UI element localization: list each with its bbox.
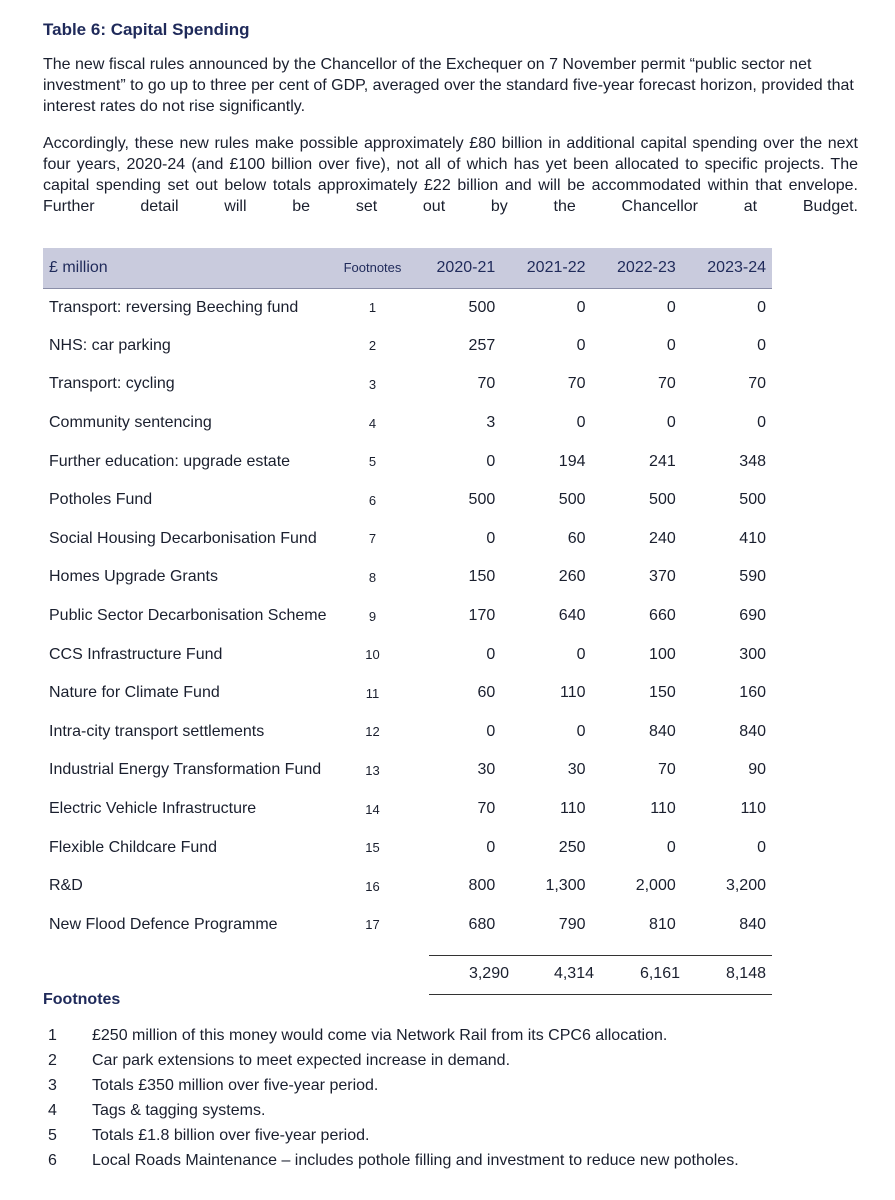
row-value: 70 [567,375,586,393]
row-value: 840 [739,915,766,933]
row-footnote-ref: 5 [368,454,377,470]
row-label: Electric Vehicle Infrastructure [49,800,257,818]
row-label: Flexible Childcare Fund [49,838,218,856]
row-footnote-ref: 9 [368,608,377,624]
row-value: 790 [558,915,586,933]
footnotes-list [43,1027,743,1177]
row-value: 500 [468,491,496,509]
table-row [43,597,772,636]
row-value: 590 [739,568,766,586]
row-label: Transport: cycling [49,375,175,393]
footnotes-heading: Footnotes [43,991,121,1008]
footnote-text: Tags & tagging systems. [92,1102,266,1119]
row-value: 150 [468,568,496,586]
row-value: 100 [649,645,676,663]
table-row [43,327,772,366]
row-value: 257 [468,336,496,354]
row-value: 810 [649,915,676,933]
row-value: 0 [486,452,496,470]
row-value: 0 [576,336,586,354]
row-label: R&D [49,877,83,895]
row-value: 60 [567,529,586,547]
row-value: 348 [739,452,766,470]
row-value: 70 [477,800,496,818]
row-footnote-ref: 6 [368,492,377,508]
row-value: 410 [739,529,766,547]
footnote-item [43,1027,743,1045]
footnote-text: £250 million of this money would come via Network Rail from its CPC6 allocation. [92,1027,668,1044]
row-value: 110 [559,800,586,818]
row-value: 70 [657,761,676,779]
row-label: Social Housing Decarbonisation Fund [49,529,317,547]
row-value: 500 [649,491,676,509]
row-footnote-ref: 1 [368,300,377,316]
table-row [43,790,772,829]
row-value: 194 [558,452,586,470]
row-label: Further education: upgrade estate [49,452,291,470]
total-2023-24: 8,148 [725,965,766,982]
table-row [43,906,772,945]
row-value: 0 [576,414,586,432]
totals-row [429,955,772,995]
footnote-number: 2 [48,1052,57,1069]
row-value: 840 [739,722,766,740]
row-value: 0 [486,838,496,856]
header-year-2023-24: 2023-24 [707,258,766,276]
row-value: 0 [486,529,496,547]
header-unit: £ million [49,258,108,276]
row-value: 370 [649,568,676,586]
header-year-2022-23: 2022-23 [617,258,676,276]
row-label: NHS: car parking [49,336,171,354]
row-value: 0 [486,645,496,663]
row-value: 0 [666,838,676,856]
row-value: 300 [739,645,766,663]
row-value: 90 [748,761,766,779]
row-value: 680 [468,915,496,933]
row-value: 110 [559,684,586,702]
row-value: 0 [757,298,766,316]
row-footnote-ref: 4 [368,415,377,431]
header-footnotes: Footnotes [343,260,402,276]
row-value: 0 [486,722,496,740]
footnote-item [43,1077,743,1095]
row-value: 250 [558,838,586,856]
row-footnote-ref: 16 [365,878,380,894]
footnote-number: 3 [48,1077,57,1094]
table-row [43,635,772,674]
row-label: Nature for Climate Fund [49,684,220,702]
row-value: 500 [558,491,586,509]
row-value: 0 [576,645,586,663]
footnote-number: 1 [48,1027,57,1044]
row-footnote-ref: 15 [365,840,380,856]
row-value: 0 [576,722,586,740]
row-value: 260 [558,568,586,586]
table-header-row [43,248,772,288]
table-row [43,442,772,481]
row-value: 0 [757,838,766,856]
table-row [43,404,772,443]
row-value: 30 [567,761,586,779]
footnote-number: 5 [48,1127,57,1144]
row-value: 0 [576,298,586,316]
total-2022-23: 6,161 [639,965,680,982]
footnote-item [43,1152,743,1170]
row-value: 70 [477,375,496,393]
footnote-item [43,1127,743,1145]
table-row [43,288,772,327]
footnote-text: Car park extensions to meet expected increase in demand. [92,1052,511,1069]
table-row [43,481,772,520]
table-row [43,713,772,752]
row-value: 3,200 [725,877,766,895]
row-value: 110 [740,800,766,818]
row-value: 840 [649,722,676,740]
table-row [43,674,772,713]
table-row [43,867,772,906]
row-footnote-ref: 2 [368,338,377,354]
intro-paragraph: The new fiscal rules announced by the Chancellor of the Exchequer on 7 November permit “public sector net investment” to go up to three per cent of GDP, averaged over the standard five-year forecast horizon, provided that interest rates do not rise significantly. [43,56,854,115]
row-label: New Flood Defence Programme [49,915,278,933]
row-footnote-ref: 7 [368,531,377,547]
header-year-2020-21: 2020-21 [436,258,496,276]
row-footnote-ref: 13 [365,762,380,778]
footnote-text: Totals £1.8 billion over five-year period. [92,1127,370,1144]
row-label: Homes Upgrade Grants [49,568,218,586]
footnote-item [43,1052,743,1070]
row-value: 640 [558,607,586,625]
row-label: Intra-city transport settlements [49,722,265,740]
row-value: 160 [739,684,766,702]
row-value: 3 [486,414,496,432]
row-value: 170 [468,607,496,625]
row-value: 241 [649,452,676,470]
footnote-number: 6 [48,1152,57,1169]
row-value: 2,000 [635,877,676,895]
detail-paragraph: Accordingly, these new rules make possible approximately £80 billion in additional capital spending over the next four years, 2020-24 (and £100 billion over five), not all of which has yet been allocated to specific projects. The capital spending set out below totals approximately £22 billion and will be accommodated within that envelope. Further detail will be set out by the Chancellor at Budget. [43,135,858,215]
row-footnote-ref: 17 [365,917,380,933]
row-value: 30 [477,761,496,779]
table-row [43,558,772,597]
row-footnote-ref: 14 [365,801,380,817]
header-year-2021-22: 2021-22 [526,258,586,276]
row-footnote-ref: 12 [365,724,380,740]
row-value: 500 [468,298,496,316]
footnote-text: Local Roads Maintenance – includes pothole filling and investment to reduce new potholes. [92,1152,739,1169]
row-value: 60 [477,684,496,702]
row-footnote-ref: 8 [368,569,377,585]
row-label: Industrial Energy Transformation Fund [49,761,322,779]
row-label: Public Sector Decarbonisation Scheme [49,607,327,625]
row-label: Transport: reversing Beeching fund [49,298,299,316]
table-title: Table 6: Capital Spending [43,20,250,39]
row-value: 0 [666,336,676,354]
row-value: 0 [666,298,676,316]
row-value: 690 [739,607,766,625]
row-value: 110 [650,800,676,818]
row-label: Potholes Fund [49,491,153,509]
row-footnote-ref: 3 [368,376,377,392]
row-value: 70 [657,375,676,393]
row-footnote-ref: 10 [365,647,380,663]
row-label: Community sentencing [49,414,212,432]
total-2021-22: 4,314 [553,965,594,982]
row-value: 0 [666,414,676,432]
footnote-number: 4 [48,1102,57,1119]
row-value: 660 [649,607,676,625]
table-row [43,828,772,867]
row-value: 800 [468,877,496,895]
row-value: 0 [757,336,766,354]
row-value: 240 [649,529,676,547]
table-row [43,520,772,559]
row-value: 500 [739,491,766,509]
table-row [43,751,772,790]
footnote-text: Totals £350 million over five-year period. [92,1077,379,1094]
row-label: CCS Infrastructure Fund [49,645,223,663]
row-value: 150 [649,684,676,702]
table-row [43,365,772,404]
capital-spending-table [43,248,772,944]
table-body [43,288,772,944]
row-value: 0 [757,414,766,432]
footnote-item [43,1102,743,1120]
row-footnote-ref: 11 [365,685,380,701]
row-value: 70 [748,375,766,393]
row-value: 1,300 [545,877,586,895]
total-2020-21: 3,290 [468,965,509,982]
